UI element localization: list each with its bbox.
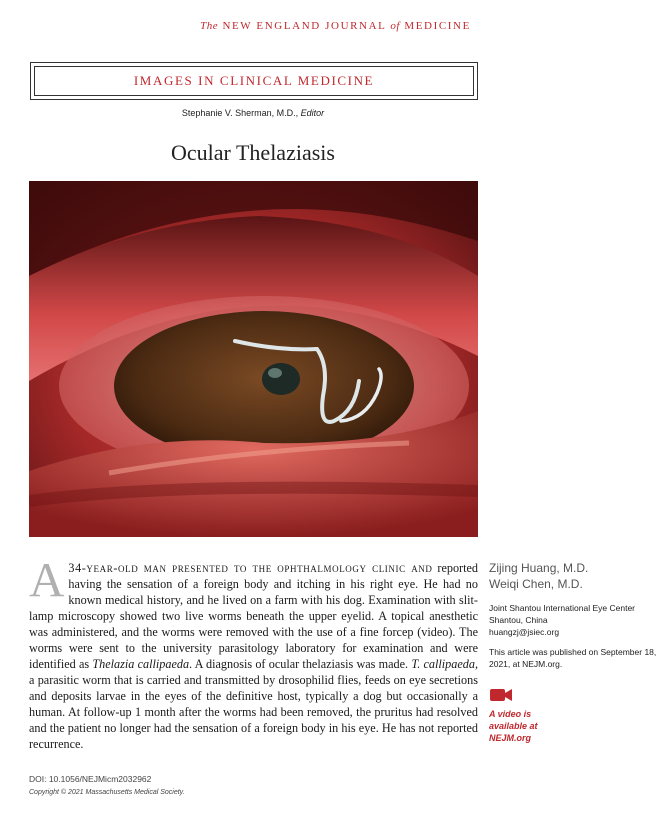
video-note-line: NEJM.org — [489, 733, 532, 743]
author-sidebar — [489, 560, 667, 744]
journal-name-part1: NEW ENGLAND JOURNAL — [222, 20, 387, 32]
video-note-line: available at — [489, 721, 538, 731]
body-lead: 34-year-old man presented to the ophthalmology clinic and — [68, 561, 433, 575]
species-name: Thelazia callipaeda — [92, 657, 190, 671]
copyright-line: Copyright © 2021 Massachusetts Medical Society. — [29, 789, 185, 796]
drop-cap: A — [29, 552, 65, 607]
journal-prefix: The — [200, 20, 219, 32]
section-header — [30, 62, 478, 100]
journal-name-part2: MEDICINE — [404, 20, 471, 32]
video-note-line: A video is — [489, 709, 532, 719]
doi-line: DOI: 10.1056/NEJMicm2032962 — [29, 774, 152, 784]
journal-of: of — [390, 20, 400, 32]
affiliation — [489, 602, 667, 638]
editor-line — [0, 108, 506, 118]
author-name: Weiqi Chen, M.D. — [489, 577, 583, 591]
body-part1: reported having the sensation of a foreign body and itching in his right eye. He had no known medical history, and he lived on a farm with his dog. Examination with slit-lamp microscopy showed two live worms beneath the upper eyelid. A topical anesthetic was administered, and the worms were removed with the use of a fine forcep (video). The worms were sent to the university parasitology laboratory for examination and were identified as — [29, 561, 478, 671]
video-camera-icon[interactable] — [489, 686, 513, 704]
body-part3: a parasitic worm that is carried and transmitted by drosophilid flies, feeds on eye secretions and deposits larvae in the eyes of the definitive host, typically a dog but occasionally a human. At follow-up 1 month after the worms had been removed, the pruritus had resolved and the patient no longer had the sensation of a foreign body in his eye. He has not reported recurrence. — [29, 673, 478, 751]
editor-role: Editor — [300, 108, 325, 118]
section-title: IMAGES IN CLINICAL MEDICINE — [34, 66, 474, 96]
species-abbrev: T. callipaeda, — [411, 657, 478, 671]
journal-masthead — [0, 20, 671, 32]
body-part2: . A diagnosis of ocular thelaziasis was made. — [189, 657, 412, 671]
author-name: Zijing Huang, M.D. — [489, 561, 589, 575]
article-body — [29, 552, 478, 752]
clinical-eye-photo — [29, 181, 478, 537]
editor-name: Stephanie V. Sherman, M.D., — [181, 108, 299, 118]
affiliation-institution: Joint Shantou International Eye Center — [489, 603, 636, 613]
affiliation-location: Shantou, China — [489, 615, 548, 625]
article-title: Ocular Thelaziasis — [171, 140, 335, 165]
publication-note: This article was published on September 18, 2021, at NEJM.org. — [489, 647, 657, 669]
author-email: huangzj@jsiec.org — [489, 627, 560, 637]
video-link[interactable] — [489, 708, 667, 744]
